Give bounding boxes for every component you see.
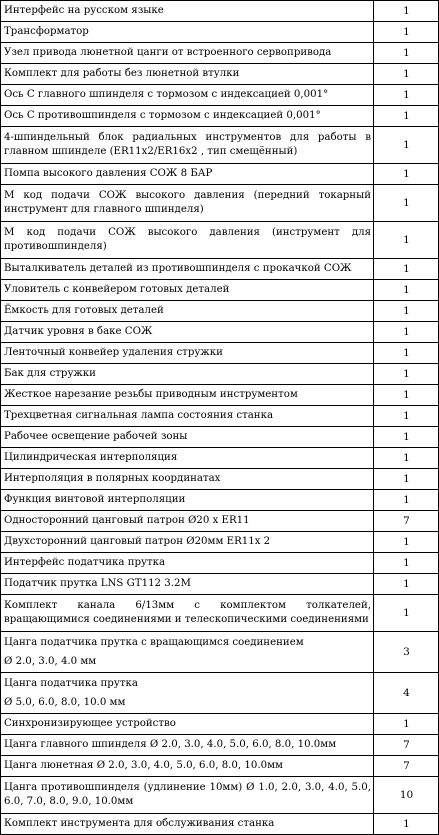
item-name: Рабочее освещение рабочей зоны: [4, 431, 188, 442]
item-name: Односторонний цанговый патрон Ø20 x ER11: [4, 515, 250, 526]
item-name-cell: [1, 43, 374, 64]
item-name: М код подачи СОЖ высокого давления (передний токарный инструмент для главного шпинделя): [4, 190, 371, 215]
item-quantity: 1: [374, 64, 439, 85]
item-name-cell: [1, 301, 374, 322]
item-quantity: 1: [374, 448, 439, 469]
item-quantity: 1: [374, 259, 439, 280]
item-name-cell: [1, 511, 374, 532]
equipment-table-body: [1, 1, 439, 835]
table-row: [1, 553, 439, 574]
item-quantity: 1: [374, 22, 439, 43]
item-name-cell: [1, 777, 374, 814]
item-quantity: 1: [374, 301, 439, 322]
item-name: Интерфейс податчика прутка: [4, 557, 166, 568]
item-quantity: 10: [374, 777, 439, 814]
item-name: Податчик прутка LNS GT112 3.2M: [4, 578, 191, 589]
item-quantity: 1: [374, 364, 439, 385]
item-name-cell: [1, 280, 374, 301]
item-name: Помпа высокого давления СОЖ 8 БАР: [4, 168, 213, 179]
item-name: Бак для стружки: [4, 368, 96, 379]
item-name-cell: [1, 185, 374, 222]
item-name: Узел привода люнетной цанги от встроенного сервопривода: [4, 47, 332, 58]
item-quantity: 1: [374, 427, 439, 448]
item-name-line2: Ø 2.0, 3.0, 4.0 мм: [4, 655, 97, 667]
table-row: [1, 64, 439, 85]
table-row: [1, 43, 439, 64]
table-row: [1, 85, 439, 106]
table-row: [1, 22, 439, 43]
table-row: [1, 280, 439, 301]
item-name: Датчик уровня в баке СОЖ: [4, 326, 153, 337]
table-row: [1, 595, 439, 632]
item-name: Двухсторонний цанговый патрон Ø20мм ER11x 2: [4, 536, 271, 547]
item-quantity: 1: [374, 574, 439, 595]
item-name: Комплект канала 6/13мм с комплектом толкателей, вращающимися соединениями и телескопическими соединениями: [4, 600, 371, 625]
item-quantity: 1: [374, 106, 439, 127]
table-row: [1, 259, 439, 280]
item-name: Трансформатор: [4, 26, 89, 37]
table-row: [1, 385, 439, 406]
item-name: Синхронизирующее устройство: [4, 718, 176, 729]
item-name-cell: [1, 490, 374, 511]
table-row: [1, 185, 439, 222]
item-quantity: 1: [374, 185, 439, 222]
item-quantity: 1: [374, 322, 439, 343]
item-quantity: 1: [374, 814, 439, 835]
table-row: [1, 469, 439, 490]
item-name: Трехцветная сигнальная лампа состояния станка: [4, 410, 274, 421]
table-row: [1, 814, 439, 835]
item-name: Функция винтовой интерполяции: [4, 494, 186, 505]
item-quantity: 7: [374, 735, 439, 756]
item-name-cell: [1, 385, 374, 406]
item-name: Цилиндрическая интерполяция: [4, 452, 178, 463]
item-name-cell: [1, 127, 374, 164]
table-row: [1, 364, 439, 385]
item-quantity: 1: [374, 222, 439, 259]
item-name: Ось С противошпинделя с тормозом с индексацией 0,001°: [4, 110, 321, 121]
table-row: [1, 574, 439, 595]
table-row: [1, 756, 439, 777]
item-quantity: 1: [374, 43, 439, 64]
table-row: [1, 448, 439, 469]
table-row: [1, 427, 439, 448]
item-name: Выталкиватель деталей из противошпинделя с прокачкой СОЖ: [4, 263, 352, 274]
item-name-cell: [1, 673, 374, 714]
item-quantity: 4: [374, 673, 439, 714]
item-name: 4-шпиндельный блок радиальных инструментов для работы в главном шпинделе (ER11x2/ER16x2 , тип смещённый): [4, 132, 371, 157]
item-name: Ось С главного шпинделя с тормозом с индексацией 0,001°: [4, 89, 329, 100]
item-name: Уловитель с конвейером готовых деталей: [4, 284, 230, 295]
item-name: Интерфейс на русском языке: [4, 5, 164, 16]
item-name-cell: [1, 22, 374, 43]
item-name-cell: [1, 259, 374, 280]
item-quantity: 7: [374, 511, 439, 532]
item-name: Цанга податчика прутка: [4, 677, 138, 689]
item-quantity: 3: [374, 632, 439, 673]
table-row: [1, 127, 439, 164]
item-name: Ёмкость для готовых деталей: [4, 305, 164, 316]
item-name-cell: [1, 343, 374, 364]
item-name: Цанга податчика прутка с вращающимся соединением: [4, 636, 304, 648]
item-name-cell: [1, 735, 374, 756]
item-quantity: 1: [374, 595, 439, 632]
item-name-cell: [1, 756, 374, 777]
item-name: Интерполяция в полярных координатах: [4, 473, 221, 484]
item-name-cell: [1, 553, 374, 574]
item-name-cell: [1, 406, 374, 427]
item-quantity: 1: [374, 553, 439, 574]
item-name-cell: [1, 64, 374, 85]
table-row: [1, 343, 439, 364]
item-quantity: 1: [374, 164, 439, 185]
item-name: Комплект для работы без люнетной втулки: [4, 68, 240, 79]
item-quantity: 1: [374, 343, 439, 364]
table-row: [1, 406, 439, 427]
table-row: [1, 673, 439, 714]
item-quantity: 1: [374, 85, 439, 106]
item-name-cell: [1, 814, 374, 835]
item-name: Цанга противошпинделя (удлинение 10мм) Ø 1.0, 2.0, 3.0, 4.0, 5.0, 6.0, 7.0, 8.0, 9.0, 10.0мм: [4, 782, 371, 807]
item-quantity: 1: [374, 280, 439, 301]
item-name-cell: [1, 574, 374, 595]
item-name-cell: [1, 469, 374, 490]
item-name-cell: [1, 322, 374, 343]
item-name-cell: [1, 595, 374, 632]
item-name: Цанга главного шпинделя Ø 2.0, 3.0, 4.0, 5.0, 6.0, 8.0, 10.0мм: [4, 739, 337, 750]
table-row: [1, 511, 439, 532]
table-row: [1, 106, 439, 127]
table-row: [1, 632, 439, 673]
item-quantity: 1: [374, 406, 439, 427]
table-row: [1, 1, 439, 22]
item-quantity: 1: [374, 469, 439, 490]
item-name-cell: [1, 222, 374, 259]
item-name-cell: [1, 1, 374, 22]
table-row: [1, 777, 439, 814]
item-name-cell: [1, 85, 374, 106]
item-name-cell: [1, 632, 374, 673]
item-name-cell: [1, 364, 374, 385]
table-row: [1, 322, 439, 343]
item-name: М код подачи СОЖ высокого давления (инструмент для противошпинделя): [4, 227, 371, 252]
table-row: [1, 301, 439, 322]
item-name-cell: [1, 714, 374, 735]
item-name: Жесткое нарезание резьбы приводным инструментом: [4, 389, 298, 400]
item-name: Комплект инструмента для обслуживания станка: [4, 818, 275, 829]
item-quantity: 1: [374, 1, 439, 22]
table-row: [1, 532, 439, 553]
item-name: Цанга люнетная Ø 2.0, 3.0, 4.0, 5.0, 6.0, 8.0, 10.0мм: [4, 760, 283, 771]
item-quantity: 1: [374, 714, 439, 735]
item-name-cell: [1, 164, 374, 185]
item-quantity: 1: [374, 532, 439, 553]
table-row: [1, 735, 439, 756]
item-quantity: 1: [374, 127, 439, 164]
item-name-line2: Ø 5.0, 6.0, 8.0, 10.0 мм: [4, 696, 126, 708]
item-name-cell: [1, 532, 374, 553]
item-name-cell: [1, 448, 374, 469]
item-name-cell: [1, 106, 374, 127]
item-quantity: 7: [374, 756, 439, 777]
table-row: [1, 490, 439, 511]
table-row: [1, 222, 439, 259]
item-name-cell: [1, 427, 374, 448]
item-name: Ленточный конвейер удаления стружки: [4, 347, 223, 358]
table-row: [1, 164, 439, 185]
item-quantity: 1: [374, 385, 439, 406]
table-row: [1, 714, 439, 735]
item-quantity: 1: [374, 490, 439, 511]
